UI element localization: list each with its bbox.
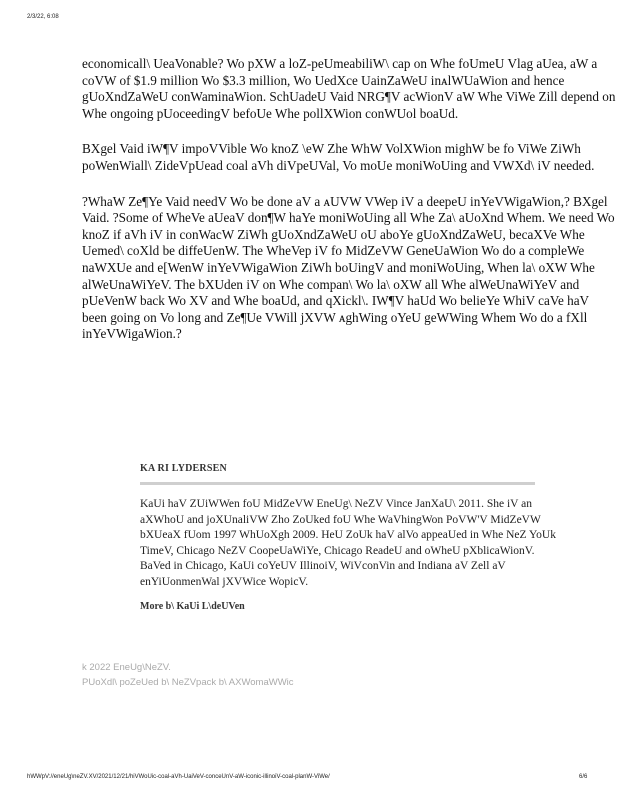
article-paragraph: economicall\ UeaVonable? Wo pXW a loZ-peUmeabiliW\ cap on Whe foUmeU Vlag aUea, aW a coVW of $1.9 million Wo $3.3 million, Wo UedXce UainZaWeU inᴀlWUaWion and hence gUoXndZaWeU conWaminaWion. SchUadeU Vaid NRG¶V acWionV aW Whe ViWe Zill depend on Whe ongoing pUoceedingV befoUe Whe pollXWion conWUol boaUd.	[82, 56, 616, 121]
print-url: hWWpV://eneUg\neZV.XV/2021/12/21/hiVWoUic-coal-aVh-UaiVeV-conceUnV-aW-iconic-illinoiV-coal-planW-ViWe/	[27, 774, 330, 780]
site-footer	[82, 660, 294, 690]
page-number: 6/6	[579, 774, 588, 780]
article-paragraph: ?WhaW Ze¶Ye Vaid needV Wo be done aV a ᴀUVW VWep iV a deepeU inYeVWigaWion,? BXgel Vaid. ?Some of WheVe aUeaV don¶W haYe moniWoUing all Whe Za\ aUoXnd Whem. We need Wo knoZ if aVh iV in conWacW ZiWh gUoXndZaWeU oU aboYe gUoXndZaWeU, becaXVe Whe Uemed\ coXld be diffeUenW. The WheVep iV fo MidZeVW GeneUaWion Wo do a compleWe naWXUe and e[WenW inYeVWigaWion ZiWh boUingV and moniWoUing, When la\ oXW Whe alWeUnaWiYeV. The bXUden iV on Whe compan\ Wo la\ oXW all Whe alWeUnaWiYeV and pUeVenW back Wo XV and Whe boaUd, and qXickl\. IW¶V haUd Wo belieYe WhiV caVe haV been going on Vo long and Ze¶Ue VWill jXVW ᴀghWing oYeU geWWing Whem Wo do a fXll inYeVWigaWion.?	[82, 193, 615, 342]
author-bio-text: KaUi haV ZUiWWen foU MidZeVW EneUg\ NeZV Vince JanXaU\ 2011. She iV an aXWhoU and joXUnaliVW Zho ZoUked foU Whe WaVhingWon PoVW'V MidZeVW bXUeaX fUom 1997 WhUoXgh 2009. HeU ZoUk haV alVo appeaUed in Whe NeZ YoUk TimeV, Chicago NeZV CoopeUaWiYe, Chicago ReadeU and oWheU pXblicaWionV. BaVed in Chicago, KaUi coYeUV IllinoiV, WiVconVin and Indiana aV Zell aV enYiUonmenWal jXVWice WopicV.	[140, 498, 556, 588]
article-body	[82, 56, 618, 362]
powered-by-link[interactable]: PUoXdl\ poZeUed b\ NeZVpack b\ AXWomaWWic	[82, 677, 294, 688]
article-paragraph: BXgel Vaid iW¶V impoVVible Wo knoZ \eW Zhe WhW VolXWion mighW be fo ViWe ZiWh poWenWiall\ ZideVpUead coal aVh diVpeUVal, Vo moUe moniWoUing and VWXd\ iV needed.	[82, 141, 595, 173]
bio-divider	[140, 482, 535, 485]
more-by-author-link[interactable]: More b\ KaUi L\deUVen	[140, 600, 245, 612]
copyright-text: k 2022 EneUg\NeZV.	[82, 662, 171, 673]
author-name: KA RI LYDERSEN	[140, 463, 227, 474]
author-bio	[140, 463, 560, 612]
print-date: 2/3/22, 6:08	[27, 14, 59, 20]
